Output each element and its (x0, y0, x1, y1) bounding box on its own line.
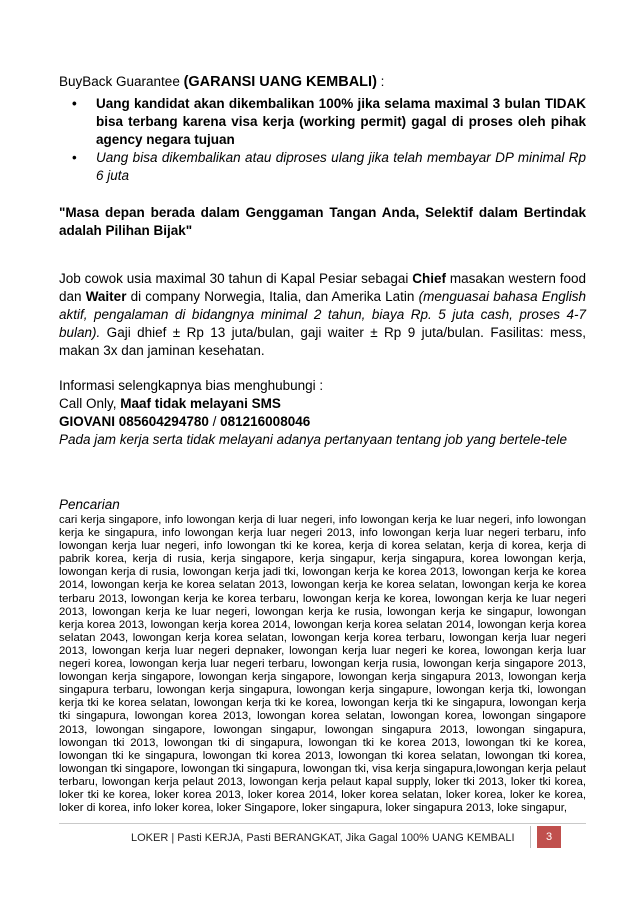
footer-text: LOKER | Pasti KERJA, Pasti BERANGKAT, Jika Gagal 100% UANG KEMBALI (131, 832, 515, 844)
job-chief: Chief (412, 271, 447, 286)
contact-line-1: Informasi selengkapnya bias menghubungi : (59, 378, 324, 393)
contact-no-sms: Maaf tidak melayani SMS (120, 396, 281, 411)
search-keywords: cari kerja singapore, info lowongan kerja di luar negeri, info lowongan kerja ke luar negeri, info lowongan kerja ke singapura, info lowongan kerja luar negeri 2013, info lowongan kerja luar negeri terbaru, info lowongan kerja luar negeri, info lowongan tki ke korea, kerja di korea selatan, kerja di korea, kerja di pabrik korea, kerja di rusia, kerja singapore, kerja singapur, kerja singapura, korea lowongan kerja, lowongan kerja di rusia, lowongan kerja jadi tki, lowongan kerja ke korea 2013, lowongan kerja ke korea 2014, lowongan kerja ke korea selatan 2013, lowongan kerja ke korea selatan, lowongan kerja ke korea terbaru 2013, lowongan kerja ke korea terbaru, lowongan kerja ke korea, lowongan kerja ke luar negeri 2013, lowongan kerja ke luar negeri, lowongan kerja ke rusia, lowongan kerja ke singapur, lowongan kerja korea 2013, lowongan kerja korea 2014, lowongan kerja korea selatan 2014, lowongan kerja korea selatan 2043, lowongan kerja korea selatan, lowongan kerja korea terbaru, lowongan kerja luar negeri 2013, lowongan kerja luar negeri depnaker, lowongan kerja luar negeri ke korea, lowongan kerja luar negeri korea, lowongan kerja luar negeri terbaru, lowongan kerja rusia, lowongan kerja singapore 2013, lowongan kerja singapore, lowongan kerja singapore, lowongan kerja singapura 2013, lowongan kerja singapura terbaru, lowongan kerja singapura, lowongan kerja singapure, lowongan kerja tki, lowongan kerja tki ke korea selatan, lowongan kerja tki ke korea, lowongan kerja tki ke singapura, lowongan kerja tki singapura, lowongan korea 2013, lowongan korea selatan, lowongan korea, lowongan singapore 2013, lowongan singapore, lowongan singapur, lowongan singapura 2013, lowongan singapura, lowongan tki 2013, lowongan tki di singapura, lowongan tki ke korea 2013, lowongan tki ke korea, lowongan tki ke singapura, lowongan tki korea 2013, lowongan tki korea selatan, lowongan tki korea, lowongan tki singapore, lowongan tki singapura, lowongan tki, visa kerja singapura,lowongan kerja pelaut terbaru, lowongan kerja pelaut 2013, lowongan kerja pelaut kapal supply, loker tki 2013, loker tki korea, loker tki ke korea, loker korea 2013, loker korea 2014, loker korea selatan, loker korea, loker ke korea, loker di korea, info loker korea, loker Singapore, loker singapura, loker singapura 2013, loke singapur, (59, 514, 586, 815)
bullet-icon: • (72, 150, 77, 165)
guarantee-title: (GARANSI UANG KEMBALI) (183, 74, 377, 90)
page-number: 3 (537, 826, 561, 848)
contact-phone-2: 081216008046 (220, 414, 311, 429)
job-text-1: Job cowok usia maximal 30 tahun di Kapal Pesiar sebagai (59, 271, 413, 286)
contact-line-4: Pada jam kerja serta tidak melayani adanya pertanyaan tentang job yang bertele-tele (59, 432, 568, 447)
quote: "Masa depan berada dalam Genggaman Tangan Anda, Selektif dalam Bertindak adalah Pilihan Bijak" (59, 205, 586, 238)
guarantee-bullet-1: Uang kandidat akan dikembalikan 100% jika selama maximal 3 bulan TIDAK bisa terbang karena visa kerja (working permit) gagal di proses oleh pihak agency negara tujuan (96, 96, 586, 147)
guarantee-bullet-2: Uang bisa dikembalikan atau diproses ulang jika telah membayar DP minimal Rp 6 juta (96, 150, 586, 183)
contact-separator: / (208, 414, 221, 429)
contact-line-3 (59, 413, 586, 431)
bullet-icon: • (72, 96, 77, 111)
contact-line-2 (59, 395, 586, 413)
search-heading: Pencarian (59, 497, 120, 512)
contact-call-only: Call Only, (59, 396, 121, 411)
guarantee-suffix: : (376, 74, 385, 89)
contact-block (59, 377, 586, 449)
job-italic: (menguasai bahasa English aktif, pengalaman di bidangnya minimal 2 tahun, biaya Rp. 5 juta cash, proses 4-7 bulan). (59, 289, 587, 340)
list-item (59, 95, 586, 149)
guarantee-list (59, 95, 586, 185)
guarantee-heading (59, 73, 586, 91)
job-text-3: di company Norwegia, Italia, dan Amerika Latin (126, 289, 419, 304)
list-item (59, 149, 586, 185)
job-waiter: Waiter (85, 289, 127, 304)
job-text-2: masakan western food dan (59, 271, 587, 304)
job-paragraph (59, 270, 586, 360)
job-text-4: Gaji dhief ± Rp 13 juta/bulan, gaji waiter ± Rp 9 juta/bulan. Fasilitas: mess, makan 3x dan jaminan kesehatan. (59, 325, 586, 358)
footer-rule (59, 823, 586, 824)
contact-phone-1: GIOVANI 085604294780 (59, 414, 209, 429)
guarantee-prefix: BuyBack Guarantee (59, 74, 184, 89)
footer-separator (530, 826, 531, 848)
